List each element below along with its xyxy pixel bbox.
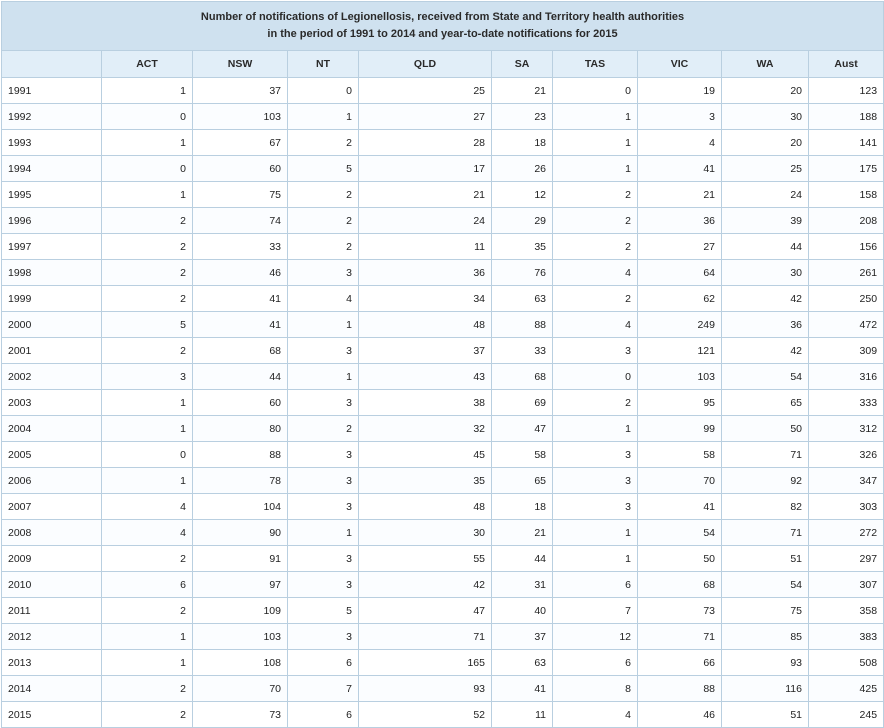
value-cell-vic: 58 xyxy=(638,442,722,468)
value-cell-tas: 1 xyxy=(553,156,638,182)
value-cell-qld: 38 xyxy=(359,390,492,416)
value-cell-wa: 25 xyxy=(722,156,809,182)
table-title-line-1: Number of notifications of Legionellosis, received from State and Territory health authorities xyxy=(200,11,685,23)
value-cell-nt: 0 xyxy=(288,78,359,104)
value-cell-wa: 42 xyxy=(722,338,809,364)
column-header-vic: VIC xyxy=(638,51,722,78)
value-cell-qld: 71 xyxy=(359,624,492,650)
value-cell-aust: 307 xyxy=(809,572,884,598)
value-cell-vic: 66 xyxy=(638,650,722,676)
value-cell-qld: 27 xyxy=(359,104,492,130)
value-cell-qld: 48 xyxy=(359,312,492,338)
value-cell-nsw: 97 xyxy=(193,572,288,598)
value-cell-tas: 6 xyxy=(553,650,638,676)
value-cell-qld: 30 xyxy=(359,520,492,546)
value-cell-aust: 508 xyxy=(809,650,884,676)
value-cell-sa: 68 xyxy=(492,364,553,390)
year-cell: 1998 xyxy=(2,260,102,286)
value-cell-vic: 62 xyxy=(638,286,722,312)
value-cell-qld: 47 xyxy=(359,598,492,624)
value-cell-nt: 3 xyxy=(288,468,359,494)
value-cell-sa: 65 xyxy=(492,468,553,494)
value-cell-vic: 121 xyxy=(638,338,722,364)
value-cell-aust: 208 xyxy=(809,208,884,234)
value-cell-tas: 1 xyxy=(553,416,638,442)
value-cell-aust: 156 xyxy=(809,234,884,260)
value-cell-wa: 54 xyxy=(722,572,809,598)
column-header-qld: QLD xyxy=(359,51,492,78)
value-cell-sa: 88 xyxy=(492,312,553,338)
value-cell-sa: 31 xyxy=(492,572,553,598)
table-row xyxy=(2,156,884,182)
table-row xyxy=(2,676,884,702)
value-cell-tas: 0 xyxy=(553,364,638,390)
notifications-table-container xyxy=(1,1,878,728)
value-cell-qld: 28 xyxy=(359,130,492,156)
value-cell-aust: 123 xyxy=(809,78,884,104)
year-cell: 1991 xyxy=(2,78,102,104)
table-row xyxy=(2,364,884,390)
value-cell-nsw: 44 xyxy=(193,364,288,390)
value-cell-aust: 245 xyxy=(809,702,884,728)
value-cell-nt: 1 xyxy=(288,364,359,390)
value-cell-tas: 0 xyxy=(553,78,638,104)
value-cell-tas: 7 xyxy=(553,598,638,624)
year-cell: 2001 xyxy=(2,338,102,364)
value-cell-nt: 3 xyxy=(288,546,359,572)
year-cell: 1992 xyxy=(2,104,102,130)
value-cell-vic: 54 xyxy=(638,520,722,546)
table-row xyxy=(2,390,884,416)
value-cell-vic: 19 xyxy=(638,78,722,104)
value-cell-act: 4 xyxy=(102,520,193,546)
value-cell-act: 3 xyxy=(102,364,193,390)
value-cell-nsw: 73 xyxy=(193,702,288,728)
value-cell-tas: 1 xyxy=(553,546,638,572)
value-cell-nt: 4 xyxy=(288,286,359,312)
year-cell: 2010 xyxy=(2,572,102,598)
value-cell-nsw: 88 xyxy=(193,442,288,468)
value-cell-sa: 21 xyxy=(492,520,553,546)
year-cell: 2014 xyxy=(2,676,102,702)
value-cell-tas: 2 xyxy=(553,286,638,312)
column-header-nsw: NSW xyxy=(193,51,288,78)
value-cell-aust: 312 xyxy=(809,416,884,442)
value-cell-vic: 70 xyxy=(638,468,722,494)
value-cell-nt: 5 xyxy=(288,598,359,624)
value-cell-wa: 36 xyxy=(722,312,809,338)
value-cell-vic: 73 xyxy=(638,598,722,624)
value-cell-nsw: 80 xyxy=(193,416,288,442)
value-cell-aust: 347 xyxy=(809,468,884,494)
value-cell-vic: 46 xyxy=(638,702,722,728)
value-cell-vic: 88 xyxy=(638,676,722,702)
column-header-wa: WA xyxy=(722,51,809,78)
value-cell-tas: 1 xyxy=(553,520,638,546)
table-body xyxy=(2,78,884,728)
value-cell-nt: 3 xyxy=(288,260,359,286)
value-cell-qld: 17 xyxy=(359,156,492,182)
value-cell-aust: 303 xyxy=(809,494,884,520)
value-cell-sa: 33 xyxy=(492,338,553,364)
value-cell-qld: 42 xyxy=(359,572,492,598)
value-cell-act: 0 xyxy=(102,156,193,182)
column-header-aust: Aust xyxy=(809,51,884,78)
value-cell-sa: 44 xyxy=(492,546,553,572)
value-cell-qld: 21 xyxy=(359,182,492,208)
table-row xyxy=(2,468,884,494)
value-cell-nsw: 74 xyxy=(193,208,288,234)
table-row xyxy=(2,312,884,338)
value-cell-aust: 250 xyxy=(809,286,884,312)
value-cell-nsw: 70 xyxy=(193,676,288,702)
value-cell-nt: 2 xyxy=(288,234,359,260)
value-cell-nt: 6 xyxy=(288,702,359,728)
value-cell-act: 1 xyxy=(102,78,193,104)
value-cell-vic: 41 xyxy=(638,494,722,520)
value-cell-vic: 36 xyxy=(638,208,722,234)
value-cell-qld: 36 xyxy=(359,260,492,286)
year-cell: 1997 xyxy=(2,234,102,260)
column-header-act: ACT xyxy=(102,51,193,78)
table-row xyxy=(2,234,884,260)
value-cell-wa: 51 xyxy=(722,702,809,728)
value-cell-sa: 69 xyxy=(492,390,553,416)
value-cell-sa: 18 xyxy=(492,130,553,156)
value-cell-sa: 11 xyxy=(492,702,553,728)
value-cell-tas: 4 xyxy=(553,312,638,338)
table-row xyxy=(2,702,884,728)
value-cell-vic: 249 xyxy=(638,312,722,338)
value-cell-tas: 8 xyxy=(553,676,638,702)
value-cell-nsw: 103 xyxy=(193,104,288,130)
value-cell-tas: 1 xyxy=(553,130,638,156)
value-cell-wa: 30 xyxy=(722,104,809,130)
value-cell-aust: 141 xyxy=(809,130,884,156)
value-cell-nsw: 33 xyxy=(193,234,288,260)
value-cell-sa: 18 xyxy=(492,494,553,520)
value-cell-wa: 93 xyxy=(722,650,809,676)
value-cell-nsw: 41 xyxy=(193,286,288,312)
value-cell-nsw: 60 xyxy=(193,156,288,182)
table-title-line-2: in the period of 1991 to 2014 and year-to-date notifications for 2015 xyxy=(267,28,618,40)
value-cell-vic: 95 xyxy=(638,390,722,416)
value-cell-qld: 55 xyxy=(359,546,492,572)
value-cell-aust: 297 xyxy=(809,546,884,572)
value-cell-aust: 309 xyxy=(809,338,884,364)
table-row xyxy=(2,104,884,130)
table-row xyxy=(2,338,884,364)
value-cell-nt: 2 xyxy=(288,416,359,442)
value-cell-act: 1 xyxy=(102,468,193,494)
value-cell-nt: 5 xyxy=(288,156,359,182)
value-cell-aust: 326 xyxy=(809,442,884,468)
value-cell-sa: 23 xyxy=(492,104,553,130)
value-cell-act: 1 xyxy=(102,416,193,442)
value-cell-qld: 32 xyxy=(359,416,492,442)
value-cell-nt: 2 xyxy=(288,182,359,208)
value-cell-vic: 4 xyxy=(638,130,722,156)
value-cell-sa: 76 xyxy=(492,260,553,286)
value-cell-sa: 58 xyxy=(492,442,553,468)
year-cell: 2008 xyxy=(2,520,102,546)
value-cell-qld: 52 xyxy=(359,702,492,728)
year-cell: 2006 xyxy=(2,468,102,494)
value-cell-nt: 3 xyxy=(288,390,359,416)
value-cell-tas: 3 xyxy=(553,442,638,468)
value-cell-tas: 2 xyxy=(553,182,638,208)
value-cell-act: 5 xyxy=(102,312,193,338)
value-cell-act: 2 xyxy=(102,546,193,572)
value-cell-vic: 27 xyxy=(638,234,722,260)
value-cell-nt: 6 xyxy=(288,650,359,676)
value-cell-vic: 71 xyxy=(638,624,722,650)
value-cell-qld: 35 xyxy=(359,468,492,494)
column-header-tas: TAS xyxy=(553,51,638,78)
table-row xyxy=(2,520,884,546)
value-cell-aust: 472 xyxy=(809,312,884,338)
value-cell-act: 2 xyxy=(102,598,193,624)
value-cell-wa: 75 xyxy=(722,598,809,624)
table-row xyxy=(2,286,884,312)
value-cell-nt: 7 xyxy=(288,676,359,702)
value-cell-wa: 51 xyxy=(722,546,809,572)
value-cell-tas: 2 xyxy=(553,390,638,416)
value-cell-aust: 158 xyxy=(809,182,884,208)
value-cell-aust: 272 xyxy=(809,520,884,546)
value-cell-act: 1 xyxy=(102,650,193,676)
table-row xyxy=(2,494,884,520)
value-cell-sa: 40 xyxy=(492,598,553,624)
table-row xyxy=(2,442,884,468)
year-cell: 1994 xyxy=(2,156,102,182)
value-cell-act: 2 xyxy=(102,338,193,364)
value-cell-wa: 20 xyxy=(722,130,809,156)
value-cell-qld: 48 xyxy=(359,494,492,520)
value-cell-sa: 21 xyxy=(492,78,553,104)
value-cell-wa: 39 xyxy=(722,208,809,234)
value-cell-aust: 261 xyxy=(809,260,884,286)
value-cell-nsw: 78 xyxy=(193,468,288,494)
table-row xyxy=(2,546,884,572)
value-cell-wa: 92 xyxy=(722,468,809,494)
value-cell-sa: 12 xyxy=(492,182,553,208)
value-cell-wa: 82 xyxy=(722,494,809,520)
value-cell-aust: 333 xyxy=(809,390,884,416)
value-cell-act: 6 xyxy=(102,572,193,598)
year-cell: 2003 xyxy=(2,390,102,416)
value-cell-nt: 3 xyxy=(288,624,359,650)
value-cell-wa: 30 xyxy=(722,260,809,286)
value-cell-vic: 64 xyxy=(638,260,722,286)
value-cell-nsw: 68 xyxy=(193,338,288,364)
value-cell-act: 1 xyxy=(102,130,193,156)
value-cell-nsw: 103 xyxy=(193,624,288,650)
value-cell-sa: 41 xyxy=(492,676,553,702)
value-cell-act: 0 xyxy=(102,104,193,130)
value-cell-vic: 21 xyxy=(638,182,722,208)
column-header-year xyxy=(2,51,102,78)
value-cell-nt: 2 xyxy=(288,208,359,234)
value-cell-tas: 4 xyxy=(553,260,638,286)
table-row xyxy=(2,78,884,104)
table-row xyxy=(2,130,884,156)
value-cell-wa: 71 xyxy=(722,520,809,546)
value-cell-nsw: 90 xyxy=(193,520,288,546)
value-cell-sa: 37 xyxy=(492,624,553,650)
value-cell-wa: 50 xyxy=(722,416,809,442)
table-row xyxy=(2,572,884,598)
value-cell-nt: 3 xyxy=(288,338,359,364)
value-cell-tas: 2 xyxy=(553,208,638,234)
value-cell-vic: 68 xyxy=(638,572,722,598)
year-cell: 2015 xyxy=(2,702,102,728)
value-cell-sa: 35 xyxy=(492,234,553,260)
column-header-sa: SA xyxy=(492,51,553,78)
value-cell-aust: 188 xyxy=(809,104,884,130)
value-cell-act: 2 xyxy=(102,702,193,728)
table-row xyxy=(2,650,884,676)
value-cell-aust: 358 xyxy=(809,598,884,624)
year-cell: 1999 xyxy=(2,286,102,312)
year-cell: 2012 xyxy=(2,624,102,650)
value-cell-tas: 3 xyxy=(553,338,638,364)
value-cell-tas: 12 xyxy=(553,624,638,650)
value-cell-nt: 1 xyxy=(288,312,359,338)
table-row xyxy=(2,182,884,208)
value-cell-sa: 26 xyxy=(492,156,553,182)
value-cell-nsw: 75 xyxy=(193,182,288,208)
year-cell: 2009 xyxy=(2,546,102,572)
value-cell-act: 2 xyxy=(102,208,193,234)
value-cell-qld: 37 xyxy=(359,338,492,364)
value-cell-qld: 43 xyxy=(359,364,492,390)
year-cell: 1996 xyxy=(2,208,102,234)
value-cell-aust: 383 xyxy=(809,624,884,650)
value-cell-nsw: 104 xyxy=(193,494,288,520)
value-cell-qld: 24 xyxy=(359,208,492,234)
year-cell: 2007 xyxy=(2,494,102,520)
value-cell-vic: 50 xyxy=(638,546,722,572)
year-cell: 2005 xyxy=(2,442,102,468)
value-cell-sa: 47 xyxy=(492,416,553,442)
value-cell-nsw: 109 xyxy=(193,598,288,624)
value-cell-act: 2 xyxy=(102,260,193,286)
value-cell-act: 1 xyxy=(102,624,193,650)
year-cell: 2011 xyxy=(2,598,102,624)
value-cell-wa: 44 xyxy=(722,234,809,260)
value-cell-wa: 20 xyxy=(722,78,809,104)
value-cell-qld: 11 xyxy=(359,234,492,260)
year-cell: 2013 xyxy=(2,650,102,676)
value-cell-act: 1 xyxy=(102,182,193,208)
value-cell-wa: 24 xyxy=(722,182,809,208)
value-cell-nt: 1 xyxy=(288,104,359,130)
value-cell-sa: 63 xyxy=(492,650,553,676)
value-cell-qld: 165 xyxy=(359,650,492,676)
table-row xyxy=(2,624,884,650)
value-cell-nsw: 91 xyxy=(193,546,288,572)
value-cell-wa: 71 xyxy=(722,442,809,468)
value-cell-nt: 3 xyxy=(288,442,359,468)
year-cell: 1993 xyxy=(2,130,102,156)
value-cell-aust: 316 xyxy=(809,364,884,390)
value-cell-act: 4 xyxy=(102,494,193,520)
value-cell-tas: 2 xyxy=(553,234,638,260)
table-row xyxy=(2,260,884,286)
value-cell-act: 0 xyxy=(102,442,193,468)
value-cell-qld: 34 xyxy=(359,286,492,312)
value-cell-qld: 45 xyxy=(359,442,492,468)
value-cell-nsw: 60 xyxy=(193,390,288,416)
value-cell-nsw: 108 xyxy=(193,650,288,676)
table-row xyxy=(2,208,884,234)
value-cell-tas: 6 xyxy=(553,572,638,598)
value-cell-nsw: 37 xyxy=(193,78,288,104)
value-cell-vic: 3 xyxy=(638,104,722,130)
value-cell-wa: 54 xyxy=(722,364,809,390)
table-row xyxy=(2,598,884,624)
value-cell-sa: 29 xyxy=(492,208,553,234)
value-cell-tas: 4 xyxy=(553,702,638,728)
value-cell-wa: 65 xyxy=(722,390,809,416)
value-cell-nsw: 46 xyxy=(193,260,288,286)
column-header-row xyxy=(2,51,884,78)
year-cell: 2002 xyxy=(2,364,102,390)
value-cell-aust: 175 xyxy=(809,156,884,182)
value-cell-wa: 42 xyxy=(722,286,809,312)
value-cell-tas: 3 xyxy=(553,468,638,494)
value-cell-nt: 3 xyxy=(288,494,359,520)
column-header-nt: NT xyxy=(288,51,359,78)
year-cell: 2004 xyxy=(2,416,102,442)
table-title xyxy=(2,2,884,51)
value-cell-tas: 3 xyxy=(553,494,638,520)
value-cell-nt: 2 xyxy=(288,130,359,156)
value-cell-act: 2 xyxy=(102,234,193,260)
value-cell-tas: 1 xyxy=(553,104,638,130)
value-cell-aust: 425 xyxy=(809,676,884,702)
value-cell-act: 2 xyxy=(102,676,193,702)
year-cell: 2000 xyxy=(2,312,102,338)
value-cell-qld: 25 xyxy=(359,78,492,104)
table-row xyxy=(2,416,884,442)
notifications-table xyxy=(1,1,884,728)
value-cell-nt: 1 xyxy=(288,520,359,546)
value-cell-nsw: 67 xyxy=(193,130,288,156)
value-cell-wa: 85 xyxy=(722,624,809,650)
value-cell-vic: 41 xyxy=(638,156,722,182)
year-cell: 1995 xyxy=(2,182,102,208)
value-cell-qld: 93 xyxy=(359,676,492,702)
value-cell-sa: 63 xyxy=(492,286,553,312)
value-cell-nt: 3 xyxy=(288,572,359,598)
value-cell-act: 1 xyxy=(102,390,193,416)
value-cell-nsw: 41 xyxy=(193,312,288,338)
value-cell-vic: 103 xyxy=(638,364,722,390)
value-cell-act: 2 xyxy=(102,286,193,312)
value-cell-wa: 116 xyxy=(722,676,809,702)
value-cell-vic: 99 xyxy=(638,416,722,442)
